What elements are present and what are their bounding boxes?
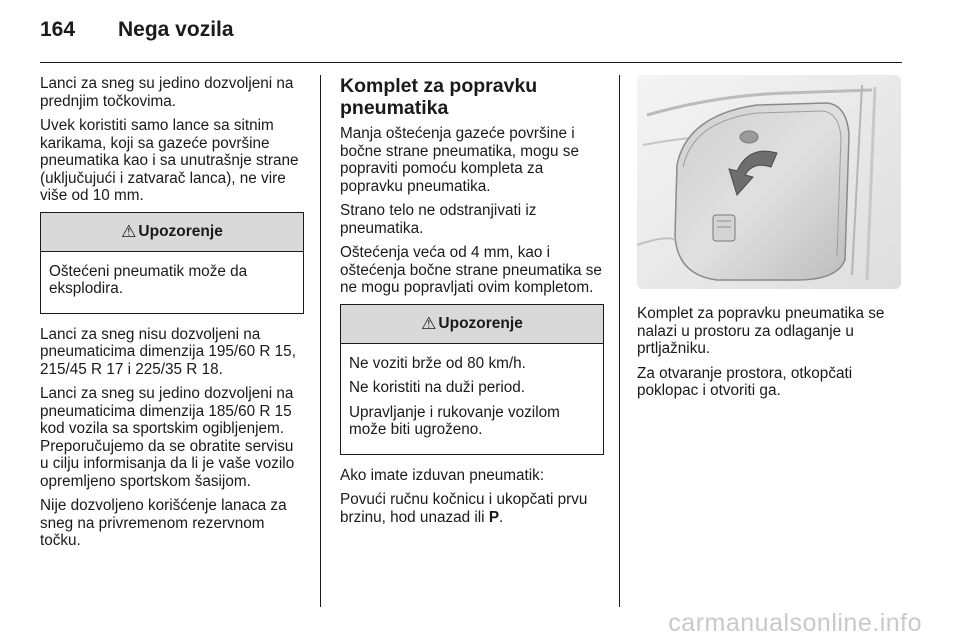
warning-box xyxy=(340,304,604,455)
paragraph: Nije dozvoljeno korišćenje lanaca za sneg na privremenom rezervnom točku. xyxy=(40,497,287,549)
warning-title: Upozorenje xyxy=(138,222,223,240)
warning-header xyxy=(41,213,303,252)
paragraph: Lanci za sneg su jedino dozvoljeni na pneumaticima dimenzija 185/60 R 15 kod vozila sa sportskim ogibljenjem. Preporučujemo da se obratite servisu u cilju informisanja da li je vaše vozilo opremljeno sportskom šasijom. xyxy=(40,385,295,490)
warning-body xyxy=(341,344,603,454)
text-run: . xyxy=(499,508,504,526)
warning-text: Oštećeni pneumatik može da eksplodira. xyxy=(49,262,248,297)
paragraph: Za otvaranje prostora, otkopčati poklopac i otvoriti ga. xyxy=(637,364,853,399)
column-left xyxy=(40,75,304,557)
column-right xyxy=(637,75,905,407)
watermark: carmanualsonline.info xyxy=(668,609,922,637)
warning-header xyxy=(341,305,603,344)
paragraph: Manja oštećenja gazeće površine i bočne strane pneumatika, mogu se popraviti pomoću kompleta za popravku pneumatika. xyxy=(340,125,579,195)
warning-box xyxy=(40,212,304,314)
column-divider xyxy=(619,75,620,607)
warning-icon: ⚠ xyxy=(121,221,137,241)
paragraph: Strano telo ne odstranjivati iz pneumatika. xyxy=(340,202,537,237)
section-title: Komplet za popravku pneumatika xyxy=(340,75,538,119)
trunk-illustration xyxy=(637,75,901,289)
column-divider xyxy=(320,75,321,607)
warning-text: Ne koristiti na duži period. xyxy=(349,379,525,396)
trunk-cover-icon xyxy=(637,75,901,289)
page-number: 164 xyxy=(40,18,76,41)
paragraph: Lanci za sneg su jedino dozvoljeni na prednjim točkovima. xyxy=(40,75,294,110)
paragraph xyxy=(340,491,604,526)
warning-title: Upozorenje xyxy=(438,314,523,332)
paragraph: Uvek koristiti samo lance sa sitnim karikama, koji sa gazeće površine pneumatika kao i sa unutrašnje strane (uključujući i zatvarač lanca), ne vire više od 10 mm. xyxy=(40,117,299,204)
paragraph: Ako imate izduvan pneumatik: xyxy=(340,466,545,484)
paragraph: Lanci za sneg nisu dozvoljeni na pneumaticima dimenzija 195/60 R 15, 215/45 R 17 i 225/35 R 18. xyxy=(40,325,296,378)
warning-body xyxy=(41,252,303,313)
gear-p-label: P xyxy=(488,508,500,526)
warning-icon: ⚠ xyxy=(421,313,437,333)
warning-text: Ne voziti brže od 80 km/h. xyxy=(349,354,526,372)
text-run: Povući ručnu kočnicu i ukopčati prvu brzinu, hod unazad ili xyxy=(340,491,588,526)
warning-text: Upravljanje i rukovanje vozilom može biti ugroženo. xyxy=(349,403,560,438)
page-header xyxy=(40,16,902,63)
paragraph: Komplet za popravku pneumatika se nalazi u prostoru za odlaganje u prtljažniku. xyxy=(637,305,885,357)
column-middle xyxy=(340,75,604,533)
page-title: Nega vozila xyxy=(118,18,234,41)
paragraph: Oštećenja veća od 4 mm, kao i oštećenja bočne strane pneumatika se ne mogu popravljati ovim kompletom. xyxy=(340,244,602,296)
